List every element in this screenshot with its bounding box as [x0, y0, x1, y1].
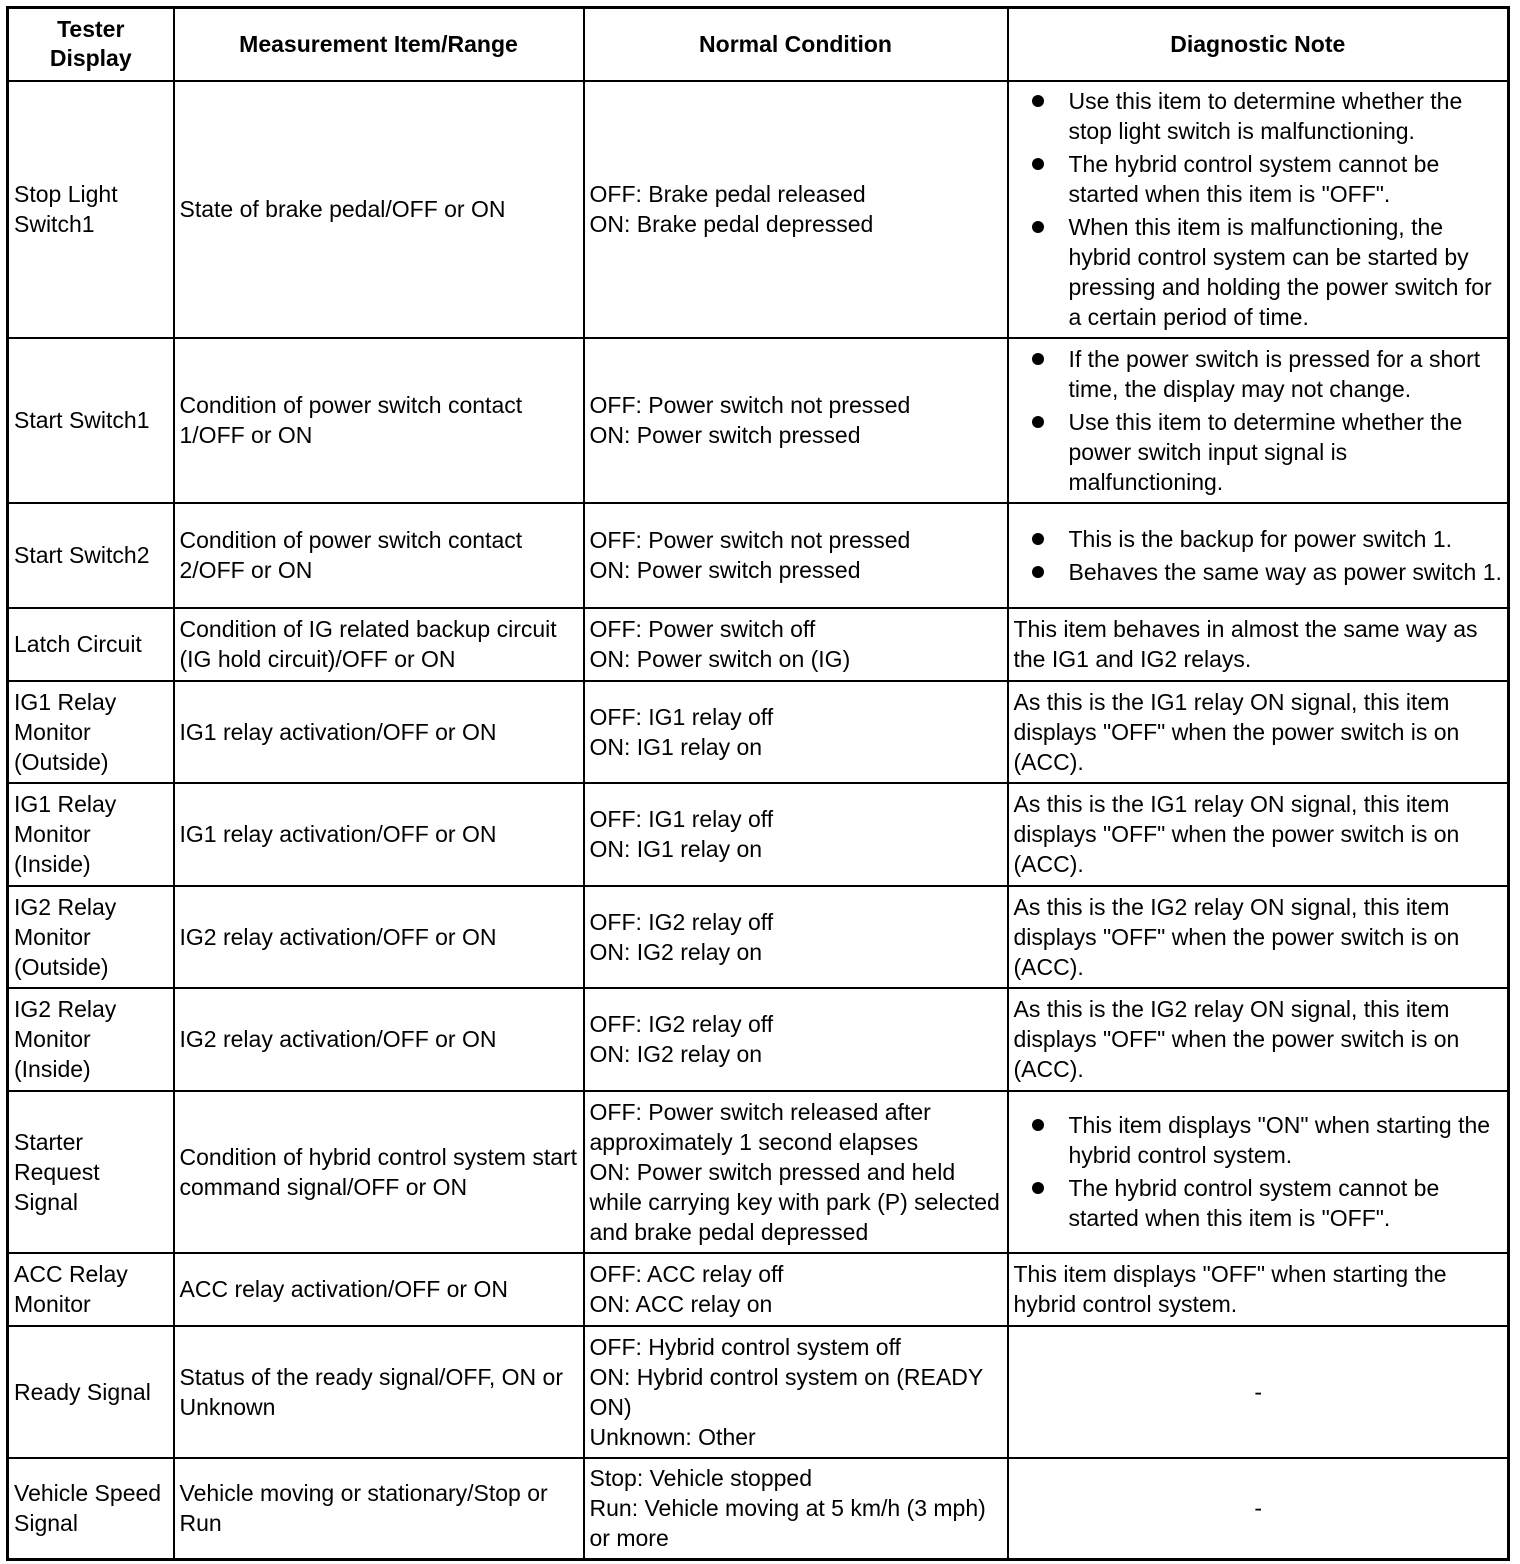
normal-condition-line: OFF: IG1 relay off [589, 806, 774, 832]
normal-condition-line: Unknown: Other [589, 1423, 756, 1450]
cell-measurement: Condition of hybrid control system start command signal/OFF or ON [174, 1091, 584, 1253]
bullet-dot-icon [1032, 566, 1044, 578]
header-measurement: Measurement Item/Range [174, 8, 584, 81]
note-bullet-item [1032, 86, 1504, 146]
cell-diagnostic-note: As this is the IG2 relay ON signal, this item displays "OFF" when the power switch is on (ACC). [1008, 886, 1509, 988]
bullet-dot-icon [1032, 1119, 1044, 1131]
normal-condition-line: OFF: Power switch not pressed [589, 392, 911, 418]
cell-normal-condition [584, 608, 1008, 681]
normal-condition-line: OFF: Power switch released after approximately 1 second elapses [589, 1098, 931, 1155]
normal-condition-line: ON: Power switch pressed and held while carrying key with park (P) selected and brake pedal depressed [589, 1158, 1000, 1245]
cell-normal-condition [584, 338, 1008, 503]
normal-condition-line: ON: IG1 relay on [589, 836, 763, 862]
cell-diagnostic-note [1008, 81, 1509, 338]
normal-condition-line: ON: Brake pedal depressed [589, 211, 874, 237]
cell-tester-display: IG2 Relay Monitor (Outside) [8, 886, 174, 988]
table-row [8, 988, 1509, 1091]
normal-condition-line: Stop: Vehicle stopped [589, 1465, 812, 1492]
cell-tester-display: Start Switch1 [8, 338, 174, 503]
normal-condition-line: OFF: IG1 relay off [589, 703, 774, 730]
normal-condition-line: OFF: Brake pedal released [589, 181, 866, 207]
table-body [8, 81, 1509, 1560]
table-header [8, 8, 1509, 81]
cell-tester-display: ACC Relay Monitor [8, 1253, 174, 1326]
cell-tester-display: Latch Circuit [8, 608, 174, 681]
note-bullet-item [1032, 1173, 1504, 1233]
note-bullet-text: Behaves the same way as power switch 1. [1068, 558, 1502, 585]
normal-condition-line: ON: IG2 relay on [589, 938, 763, 965]
table-row [8, 1326, 1509, 1458]
cell-diagnostic-note: - [1008, 1458, 1509, 1560]
cell-normal-condition [584, 1253, 1008, 1326]
note-bullet-text: The hybrid control system cannot be started when this item is "OFF". [1068, 151, 1440, 207]
bullet-dot-icon [1032, 1182, 1044, 1194]
cell-normal-condition [584, 81, 1008, 338]
normal-condition-line: OFF: Power switch not pressed [589, 527, 911, 553]
note-bullet-item [1032, 344, 1504, 404]
note-bullet-text: If the power switch is pressed for a short time, the display may not change. [1068, 345, 1481, 402]
note-bullet-item [1032, 149, 1504, 209]
bullet-dot-icon [1032, 158, 1044, 170]
cell-tester-display: Starter Request Signal [8, 1091, 174, 1253]
note-bullet-text: This is the backup for power switch 1. [1068, 525, 1452, 552]
normal-condition-line: ON: Power switch on (IG) [589, 646, 851, 672]
cell-measurement: IG2 relay activation/OFF or ON [174, 886, 584, 988]
note-bullet-item [1032, 1110, 1504, 1170]
bullet-dot-icon [1032, 95, 1044, 107]
note-bullet-text: When this item is malfunctioning, the hybrid control system can be started by pressing and holding the power switch for a certain period of time. [1068, 214, 1492, 330]
cell-measurement: Condition of power switch contact 2/OFF or ON [174, 503, 584, 608]
table-row [8, 681, 1509, 783]
cell-diagnostic-note [1008, 338, 1509, 503]
normal-condition-line: Run: Vehicle moving at 5 km/h (3 mph) or more [589, 1495, 986, 1552]
table-row [8, 81, 1509, 338]
cell-normal-condition [584, 681, 1008, 783]
normal-condition-line: ON: IG2 relay on [589, 1041, 763, 1067]
data-list-table [6, 6, 1510, 1561]
cell-tester-display: IG1 Relay Monitor (Inside) [8, 783, 174, 886]
bullet-dot-icon [1032, 221, 1044, 233]
note-bullet-list [1014, 1110, 1504, 1233]
table-row [8, 886, 1509, 988]
cell-tester-display: IG1 Relay Monitor (Outside) [8, 681, 174, 783]
note-bullet-item [1032, 524, 1504, 554]
cell-normal-condition [584, 503, 1008, 608]
cell-normal-condition [584, 1458, 1008, 1560]
bullet-dot-icon [1032, 353, 1044, 365]
cell-normal-condition [584, 783, 1008, 886]
table-row [8, 1458, 1509, 1560]
cell-measurement: ACC relay activation/OFF or ON [174, 1253, 584, 1326]
normal-condition-line: ON: IG1 relay on [589, 733, 763, 760]
normal-condition-line: OFF: IG2 relay off [589, 1011, 774, 1037]
cell-tester-display: Start Switch2 [8, 503, 174, 608]
normal-condition-line: OFF: IG2 relay off [589, 908, 774, 935]
header-row [8, 8, 1509, 81]
note-bullet-item [1032, 212, 1504, 332]
header-diagnostic-note: Diagnostic Note [1008, 8, 1509, 81]
cell-measurement: Condition of IG related backup circuit (IG hold circuit)/OFF or ON [174, 608, 584, 681]
cell-normal-condition [584, 1091, 1008, 1253]
note-bullet-text: Use this item to determine whether the power switch input signal is malfunctioning. [1068, 408, 1463, 495]
cell-diagnostic-note: This item behaves in almost the same way as the IG1 and IG2 relays. [1008, 608, 1509, 681]
header-normal-condition: Normal Condition [584, 8, 1008, 81]
cell-tester-display: Vehicle Speed Signal [8, 1458, 174, 1560]
cell-measurement: IG1 relay activation/OFF or ON [174, 681, 584, 783]
cell-measurement: Condition of power switch contact 1/OFF or ON [174, 338, 584, 503]
cell-measurement: Status of the ready signal/OFF, ON or Unknown [174, 1326, 584, 1458]
cell-normal-condition [584, 886, 1008, 988]
cell-diagnostic-note [1008, 1091, 1509, 1253]
note-bullet-text: This item displays "ON" when starting the hybrid control system. [1068, 1112, 1491, 1168]
cell-measurement: IG1 relay activation/OFF or ON [174, 783, 584, 886]
cell-diagnostic-note: This item displays "OFF" when starting the hybrid control system. [1008, 1253, 1509, 1326]
cell-tester-display: IG2 Relay Monitor (Inside) [8, 988, 174, 1091]
cell-measurement: IG2 relay activation/OFF or ON [174, 988, 584, 1091]
note-bullet-text: The hybrid control system cannot be started when this item is "OFF". [1068, 1175, 1440, 1231]
note-bullet-list [1014, 524, 1504, 587]
normal-condition-line: OFF: Hybrid control system off [589, 1333, 901, 1360]
bullet-dot-icon [1032, 416, 1044, 428]
cell-tester-display: Ready Signal [8, 1326, 174, 1458]
table-row [8, 608, 1509, 681]
note-bullet-list [1014, 344, 1504, 497]
cell-normal-condition [584, 988, 1008, 1091]
bullet-dot-icon [1032, 533, 1044, 545]
note-bullet-item [1032, 407, 1504, 497]
normal-condition-line: ON: Power switch pressed [589, 422, 861, 448]
cell-measurement: State of brake pedal/OFF or ON [174, 81, 584, 338]
cell-diagnostic-note [1008, 503, 1509, 608]
normal-condition-line: ON: Power switch pressed [589, 557, 861, 583]
normal-condition-line: OFF: Power switch off [589, 616, 816, 642]
cell-normal-condition [584, 1326, 1008, 1458]
note-bullet-list [1014, 86, 1504, 332]
note-bullet-item [1032, 557, 1504, 587]
normal-condition-line: OFF: ACC relay off [589, 1261, 784, 1287]
header-tester-display: Tester Display [8, 8, 174, 81]
table-row [8, 1091, 1509, 1253]
table-row [8, 338, 1509, 503]
cell-diagnostic-note: As this is the IG2 relay ON signal, this item displays "OFF" when the power switch is on (ACC). [1008, 988, 1509, 1091]
cell-tester-display: Stop Light Switch1 [8, 81, 174, 338]
note-bullet-text: Use this item to determine whether the stop light switch is malfunctioning. [1068, 88, 1463, 144]
normal-condition-line: ON: ACC relay on [589, 1291, 773, 1317]
table-row [8, 503, 1509, 608]
cell-measurement: Vehicle moving or stationary/Stop or Run [174, 1458, 584, 1560]
normal-condition-line: ON: Hybrid control system on (READY ON) [589, 1363, 983, 1420]
table-row [8, 783, 1509, 886]
cell-diagnostic-note: As this is the IG1 relay ON signal, this item displays "OFF" when the power switch is on (ACC). [1008, 783, 1509, 886]
table-row [8, 1253, 1509, 1326]
cell-diagnostic-note: - [1008, 1326, 1509, 1458]
cell-diagnostic-note: As this is the IG1 relay ON signal, this item displays "OFF" when the power switch is on (ACC). [1008, 681, 1509, 783]
